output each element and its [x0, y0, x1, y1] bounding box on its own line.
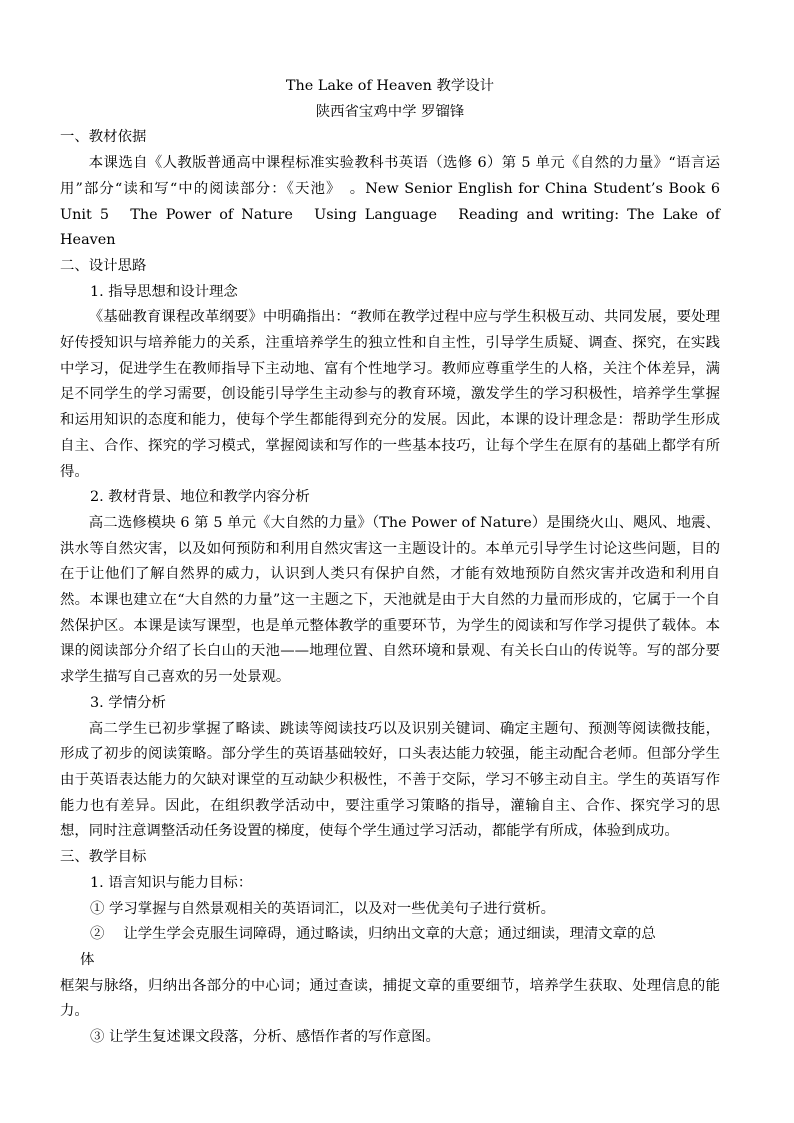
- paragraph-background: 高二选修模块 6 第 5 单元《大自然的力量》（The Power of Nature）是围绕火山、飓风、地震、洪水等自然灾害，以及如何预防和利用自然灾害这一主题设计的。本单元引导学生讨论这些问题，目的在于让他们了解自然界的威力，认识到人类只有保护自然，才能有效地预防自然灾害并改造和利用自然。本课也建立在“大自然的力量”这一主题之下，天池就是由于大自然的力量而形成的，它属于一个自然保护区。本课是读写课型，也是单元整体教学的重要环节，为学生的阅读和写作学习提供了载体。本课的阅读部分介绍了长白山的天池——地理位置、自然环境和景观、有关长白山的传说等。写的部分要求学生描写自己喜欢的另一处景观。: [60, 514, 720, 686]
- subheading-learners: 3. 学情分析: [90, 694, 166, 711]
- objective-item-2-line1: ② 让学生学会克服生词障碍，通过略读，归纳出文章的大意；通过细读，理清文章的总: [90, 926, 656, 943]
- subheading-philosophy: 1. 指导思想和设计理念: [90, 283, 238, 300]
- document-title: The Lake of Heaven 教学设计: [285, 78, 495, 94]
- paragraph-learners: 高二学生已初步掌握了略读、跳读等阅读技巧以及识别关键词、确定主题句、预测等阅读微技能，形成了初步的阅读策略。部分学生的英语基础较好，口头表达能力较强，能主动配合老师。但部分学生由于英语表达能力的欠缺对课堂的互动缺少积极性，不善于交际，学习不够主动自主。学生的英语写作能力也有差异。因此，在组织教学活动中，要注重学习策略的指导，灌输自主、合作、探究学习的思想，同时注意调整活动任务设置的梯度，使每个学生通过学习活动，都能学有所成，体验到成功。: [60, 720, 720, 840]
- objective-item-2-line2: 体: [80, 951, 95, 968]
- objective-item-3: ③ 让学生复述课文段落，分析、感悟作者的写作意图。: [90, 1029, 440, 1046]
- objective-item-1: ① 学习掌握与自然景观相关的英语词汇，以及对一些优美句子进行赏析。: [90, 900, 556, 917]
- section-heading-basis: 一、教材依据: [60, 129, 147, 146]
- subheading-background: 2. 教材背景、地位和教学内容分析: [90, 489, 310, 506]
- subheading-language-goals: 1. 语言知识与能力目标：: [90, 874, 253, 891]
- section-heading-objectives: 三、教学目标: [60, 849, 147, 866]
- section-heading-design: 二、设计思路: [60, 257, 147, 274]
- paragraph-basis: 本课选自《人教版普通高中课程标准实验教科书英语（选修 6）第 5 单元《自然的力量》“语言运用”部分“读和写“中的阅读部分：《天池》 。New Senior English for China Student’s Book 6 Unit 5 The Power of Nature Using Language Reading and writing: The Lake of Heaven: [60, 155, 735, 249]
- objective-item-2-line3: 框架与脉络，归纳出各部分的中心词；通过查读，捕捉文章的重要细节，培养学生获取、处理信息的能力。: [60, 977, 720, 1020]
- document-author: 陕西省宝鸡中学 罗镏锋: [315, 103, 465, 120]
- document-body: [60, 74, 735, 1051]
- paragraph-philosophy: 《基础教育课程改革纲要》中明确指出：“教师在教学过程中应与学生积极互动、共同发展，要处理好传授知识与培养能力的关系，注重培养学生的独立性和自主性，引导学生质疑、调查、探究，在实践中学习，促进学生在教师指导下主动地、富有个性地学习。教师应尊重学生的人格，关注个体差异，满足不同学生的学习需要，创设能引导学生主动参与的教育环境，激发学生的学习积极性，培养学生掌握和运用知识的态度和能力，使每个学生都能得到充分的发展。因此，本课的设计理念是：帮助学生形成自主、合作、探究的学习模式，掌握阅读和写作的一些基本技巧，让每个学生在原有的基础上都学有所得。: [60, 309, 720, 480]
